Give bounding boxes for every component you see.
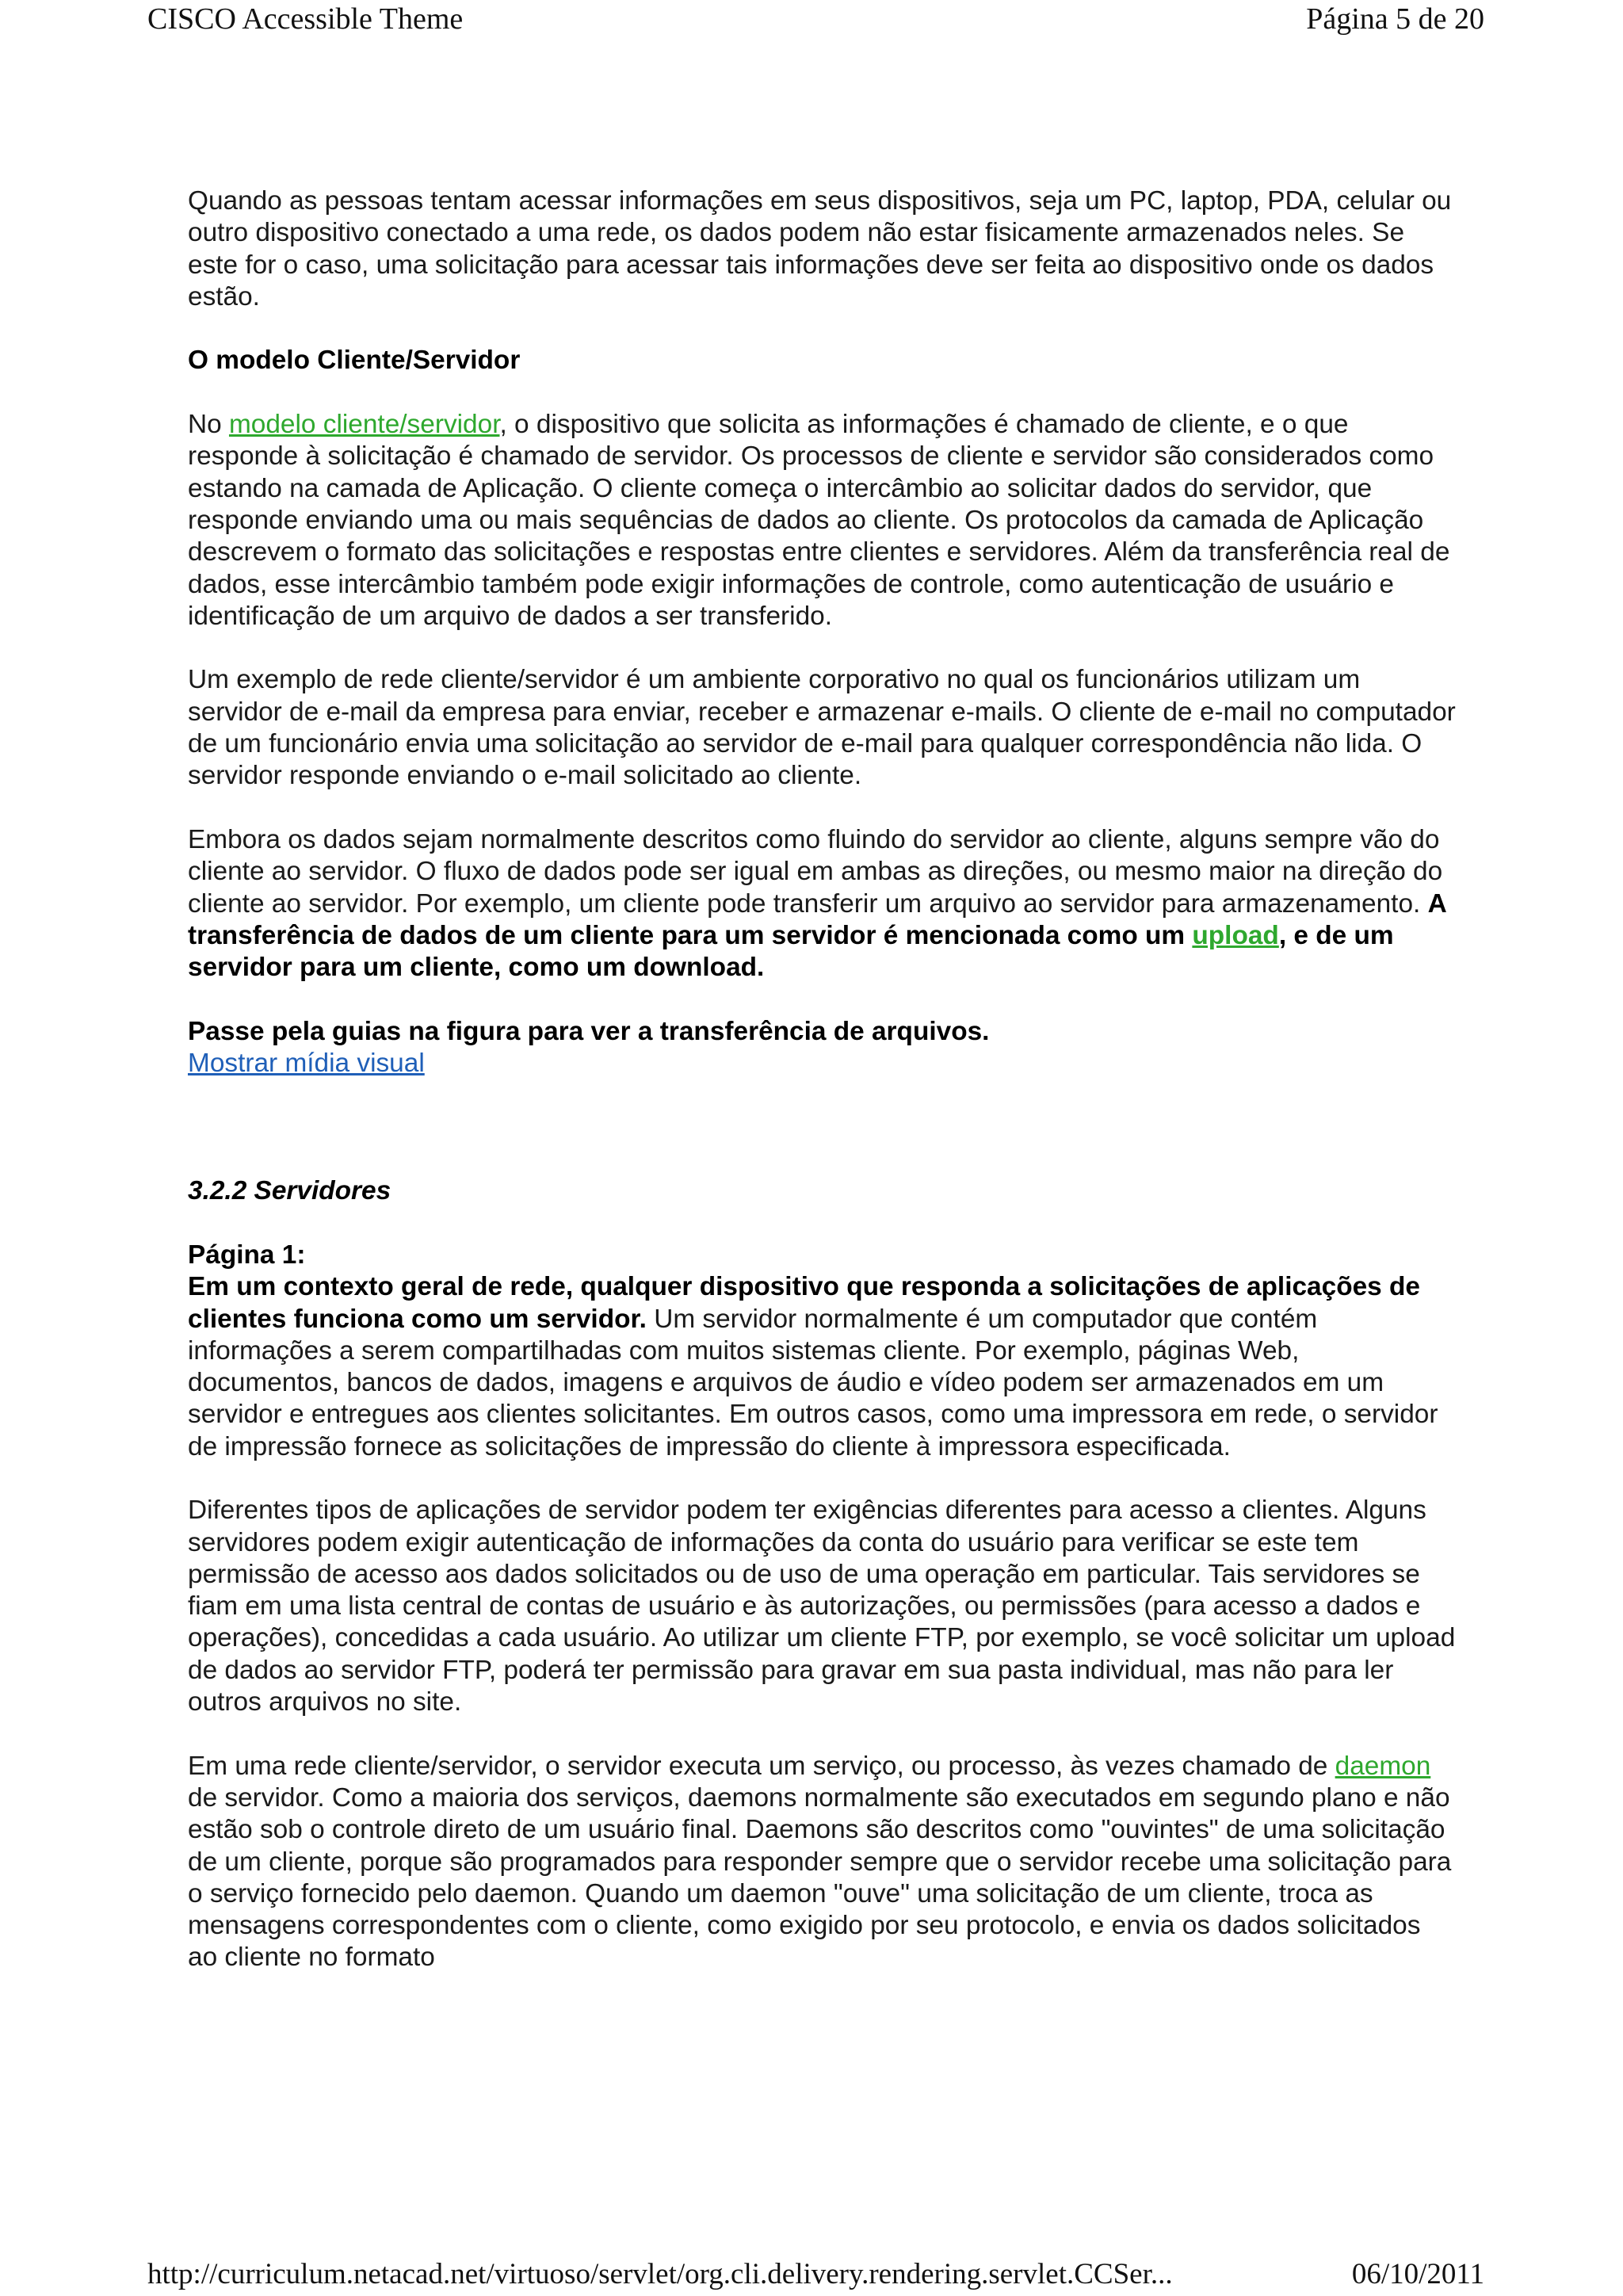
bold-text: Em um contexto geral de rede, qualquer dispositivo que responda a solicitações de aplicações de clientes funciona como um servidor. (188, 1272, 1420, 1334)
text-span: Embora os dados sejam normalmente descritos como fluindo do servidor ao cliente, alguns sempre vão do cliente ao servidor. O fluxo de dados pode ser igual em ambas as direções, ou mesmo maior na direção do cliente ao servidor. Por exemplo, um cliente pode transferir um arquivo ao servidor para armazenamento. (188, 824, 1443, 919)
page-label: Página 1: (188, 1240, 306, 1270)
show-visual-media-link[interactable]: Mostrar mídia visual (188, 1049, 425, 1079)
upload-download-paragraph (188, 824, 1456, 984)
bold-text: A transferência de dados de um cliente para um servidor é mencionada como um (188, 888, 1446, 950)
glossary-link-daemon[interactable]: daemon (1335, 1751, 1431, 1781)
text-span: de servidor. Como a maioria dos serviços, daemons normalmente são executados em segundo plano e não estão sob o controle direto de um usuário final. Daemons são descritos como "ouvintes" de uma solicitação de um cliente, porque são programados para responder sempre que o servidor recebe uma solicitação para o serviço fornecido pelo daemon. Quando um daemon "ouve" uma solicitação de um cliente, troca as mensagens correspondentes com o cliente, como exigido por seu protocolo, e envia os dados solicitados ao cliente no formato (188, 1782, 1452, 1973)
print-header-title: CISCO Accessible Theme (147, 2, 464, 36)
section-title-servers: 3.2.2 Servidores (188, 1176, 391, 1206)
client-server-paragraph (188, 409, 1456, 632)
glossary-link-upload[interactable]: upload (1192, 920, 1279, 950)
daemon-paragraph (188, 1751, 1456, 1974)
text-span: Um servidor normalmente é um computador que contém informações a serem compartilhadas com muitos sistemas cliente. Por exemplo, páginas Web, documentos, bancos de dados, imagens e arquivos de áudio e vídeo podem ser armazenados em um servidor e entregues aos clientes solicitantes. Em outros casos, como uma impressora em rede, o servidor de impressão fornece as solicitações de impressão do cliente à impressora especificada. (188, 1304, 1438, 1461)
print-footer-url: http://curriculum.netacad.net/virtuoso/servlet/org.cli.delivery.rendering.servlet.CCSer... (147, 2258, 1173, 2290)
intro-paragraph: Quando as pessoas tentam acessar informações em seus dispositivos, seja um PC, laptop, PDA, celular ou outro dispositivo conectado a uma rede, os dados podem não estar fisicamente armazenados neles. Se este for o caso, uma solicitação para acessar tais informações deve ser feita ao dispositivo onde os dados estão. (188, 186, 1452, 311)
section-heading-client-server: O modelo Cliente/Servidor (188, 346, 521, 376)
bold-text: , e de um servidor para um cliente, como um download. (188, 920, 1394, 983)
text-span: Em uma rede cliente/servidor, o servidor executa um serviço, ou processo, às vezes chamado de (188, 1751, 1335, 1781)
print-footer-date: 06/10/2011 (1351, 2258, 1484, 2290)
media-link-row (188, 1048, 1456, 1079)
server-types-paragraph: Diferentes tipos de aplicações de servidor podem ter exigências diferentes para acesso a clientes. Alguns servidores podem exigir autenticação de informações da conta do usuário para verificar se este tem permissão de acesso aos dados solicitados ou de uso de uma operação em particular. Tais servidores se fiam em uma lista central de contas de usuário e às autorizações, ou permissões (para acesso a dados e operações), concedidas a cada usuário. Ao utilizar um cliente FTP, por exemplo, se você solicitar um upload de dados ao servidor FTP, poderá ter permissão para gravar em sua pasta individual, mas não para ler outros arquivos no site. (188, 1496, 1456, 1717)
glossary-link-client-server-model[interactable]: modelo cliente/servidor (228, 410, 500, 440)
document-body (188, 185, 1456, 2006)
spacer (188, 1079, 1456, 1175)
email-example-paragraph: Um exemplo de rede cliente/servidor é um ambiente corporativo no qual os funcionários utilizam um servidor de e-mail da empresa para enviar, receber e armazenar e-mails. O cliente de e-mail no computador de um funcionário envia uma solicitação ao servidor de e-mail para qualquer correspondência não lida. O servidor responde enviando o e-mail solicitado ao cliente. (188, 665, 1456, 791)
text-span: No (188, 410, 229, 440)
print-header-page-number: Página 5 de 20 (1306, 2, 1484, 36)
figure-instruction: Passe pela guias na figura para ver a transferência de arquivos. (188, 1016, 990, 1046)
servers-intro-paragraph (188, 1271, 1456, 1463)
text-span: , o dispositivo que solicita as informações é chamado de cliente, e o que responde à solicitação é chamado de servidor. Os processos de cliente e servidor são considerados como estando na camada de Aplicação. O cliente começa o intercâmbio ao solicitar dados do servidor, que responde enviando uma ou mais sequências de dados ao cliente. Os protocolos da camada de Aplicação descrevem o formato das solicitações e respostas entre clientes e servidores. Além da transferência real de dados, esse intercâmbio também pode exigir informações de controle, como autenticação de usuário e identificação de um arquivo de dados a ser transferido. (188, 410, 1450, 631)
